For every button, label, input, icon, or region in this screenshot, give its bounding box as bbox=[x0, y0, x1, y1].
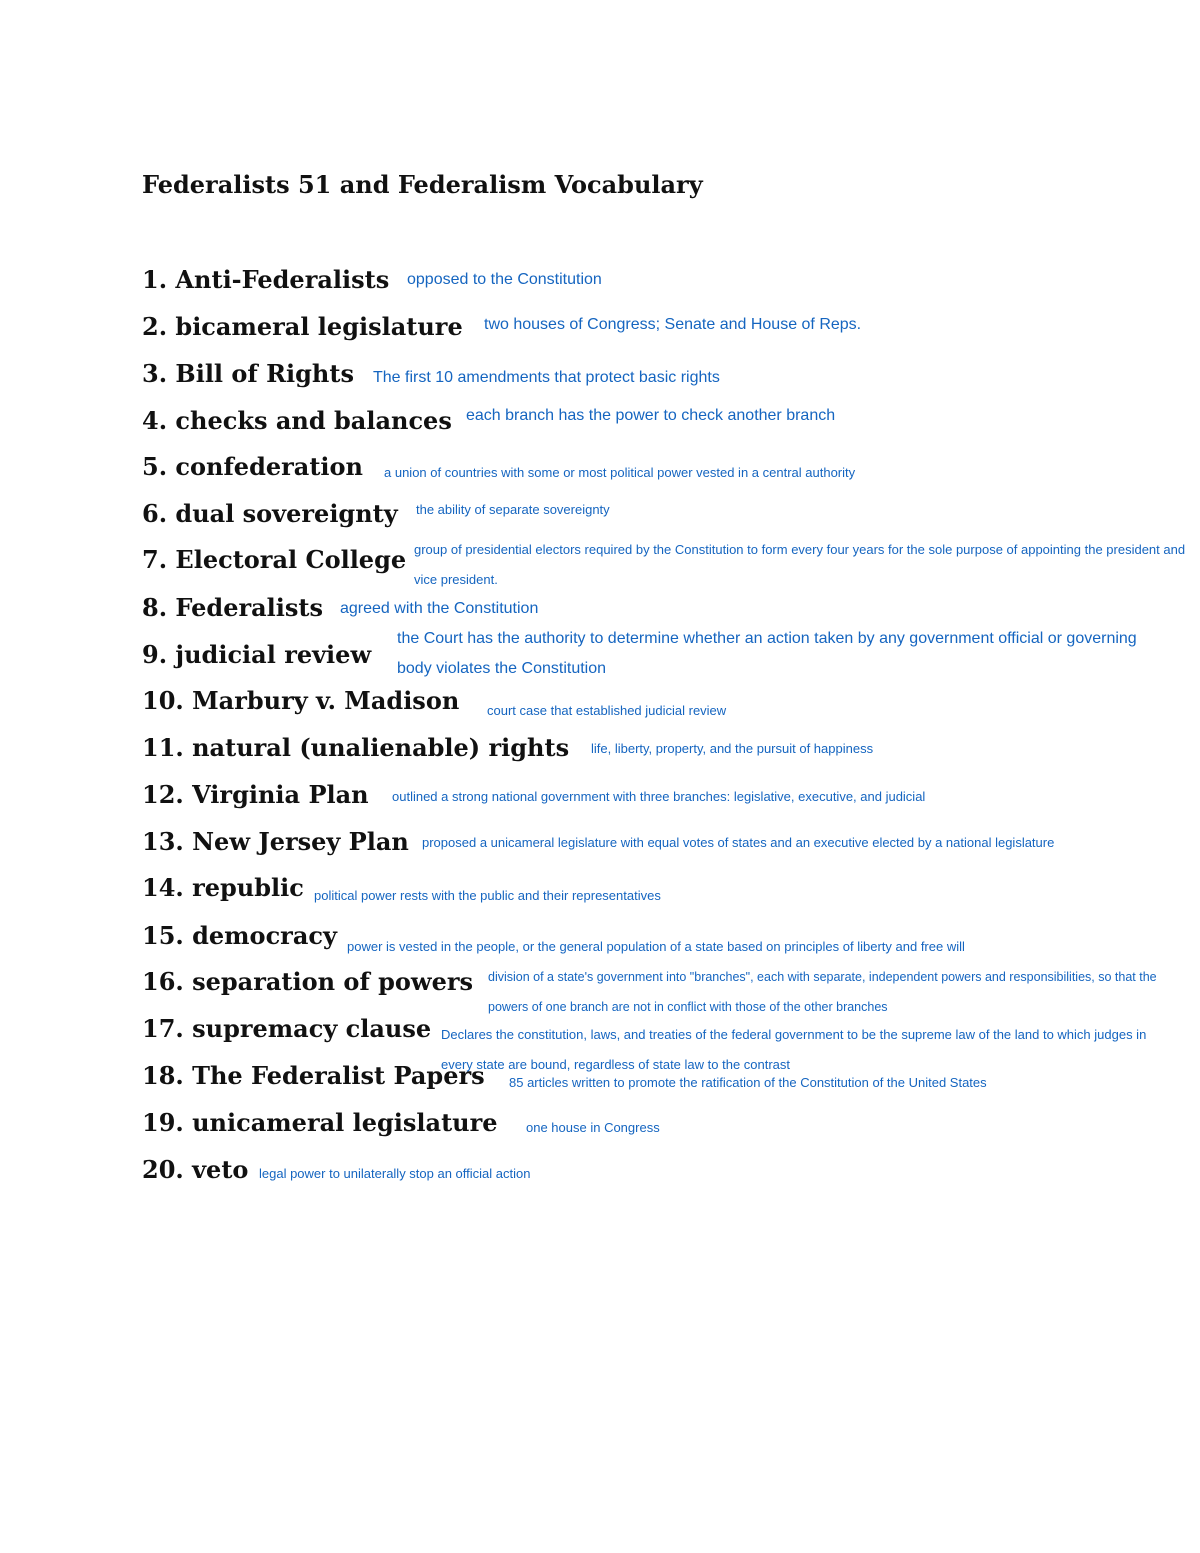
vocab-term: 16. separation of powers bbox=[142, 967, 473, 996]
vocab-definition: two houses of Congress; Senate and House of Reps. bbox=[484, 316, 862, 333]
vocab-term: 19. unicameral legislature bbox=[142, 1108, 498, 1137]
vocab-term: 15. democracy bbox=[142, 921, 337, 950]
vocab-term: 17. supremacy clause bbox=[142, 1014, 432, 1043]
vocab-definition: The first 10 amendments that protect basic rights bbox=[373, 369, 720, 386]
vocab-definition: proposed a unicameral legislature with equal votes of states and an executive elected by a national legislature bbox=[422, 835, 1055, 850]
vocab-definition: each branch has the power to check another branch bbox=[466, 407, 836, 424]
vocab-term: 3. Bill of Rights bbox=[142, 359, 354, 388]
vocab-definition: Declares the constitution, laws, and treaties of the federal government to be the supreme law of the land to which judges in every state are bound, regardless of state law to the contrast bbox=[441, 1027, 1147, 1072]
vocab-definition: the ability of separate sovereignty bbox=[416, 502, 610, 517]
vocab-definition: life, liberty, property, and the pursuit of happiness bbox=[591, 741, 874, 756]
vocab-term: 18. The Federalist Papers bbox=[142, 1061, 485, 1090]
vocab-definition: a union of countries with some or most political power vested in a central authority bbox=[384, 465, 856, 480]
vocab-term: 6. dual sovereignty bbox=[142, 499, 398, 528]
vocab-term: 1. Anti-Federalists bbox=[142, 265, 390, 294]
vocab-definition: outlined a strong national government with three branches: legislative, executive, and judicial bbox=[392, 789, 926, 804]
document-title: Federalists 51 and Federalism Vocabulary bbox=[142, 170, 703, 199]
vocab-definition: legal power to unilaterally stop an official action bbox=[259, 1166, 531, 1181]
vocab-term: 20. veto bbox=[142, 1155, 249, 1184]
vocab-definition: agreed with the Constitution bbox=[340, 600, 539, 617]
vocab-definition: the Court has the authority to determine whether an action taken by any government official or governing body violates the Constitution bbox=[397, 630, 1137, 677]
vocab-term: 2. bicameral legislature bbox=[142, 312, 463, 341]
vocab-term: 14. republic bbox=[142, 873, 304, 902]
vocab-term: 5. confederation bbox=[142, 452, 363, 481]
vocab-definition: opposed to the Constitution bbox=[407, 271, 602, 288]
vocab-term: 8. Federalists bbox=[142, 593, 323, 622]
vocab-term: 11. natural (unalienable) rights bbox=[142, 733, 570, 762]
vocab-term: 10. Marbury v. Madison bbox=[142, 686, 460, 715]
vocab-term: 4. checks and balances bbox=[142, 406, 452, 435]
vocab-definition: court case that established judicial review bbox=[487, 703, 727, 718]
vocab-term: 7. Electoral College bbox=[142, 545, 407, 574]
vocab-definition: one house in Congress bbox=[526, 1120, 660, 1135]
vocab-definition: power is vested in the people, or the general population of a state based on principles of liberty and free will bbox=[347, 939, 965, 954]
vocab-term: 13. New Jersey Plan bbox=[142, 827, 409, 856]
vocab-definition: division of a state's government into "branches", each with separate, independent powers and responsibilities, so that the powers of one branch are not in conflict with those of the other branches bbox=[488, 970, 1157, 1014]
vocab-term: 12. Virginia Plan bbox=[142, 780, 369, 809]
vocab-definition: political power rests with the public and their representatives bbox=[314, 888, 661, 903]
vocab-definition: 85 articles written to promote the ratification of the Constitution of the United States bbox=[509, 1075, 987, 1090]
vocab-term: 9. judicial review bbox=[142, 640, 372, 669]
vocab-definition: group of presidential electors required by the Constitution to form every four years for the sole purpose of appointing the president and vice president. bbox=[414, 542, 1186, 587]
